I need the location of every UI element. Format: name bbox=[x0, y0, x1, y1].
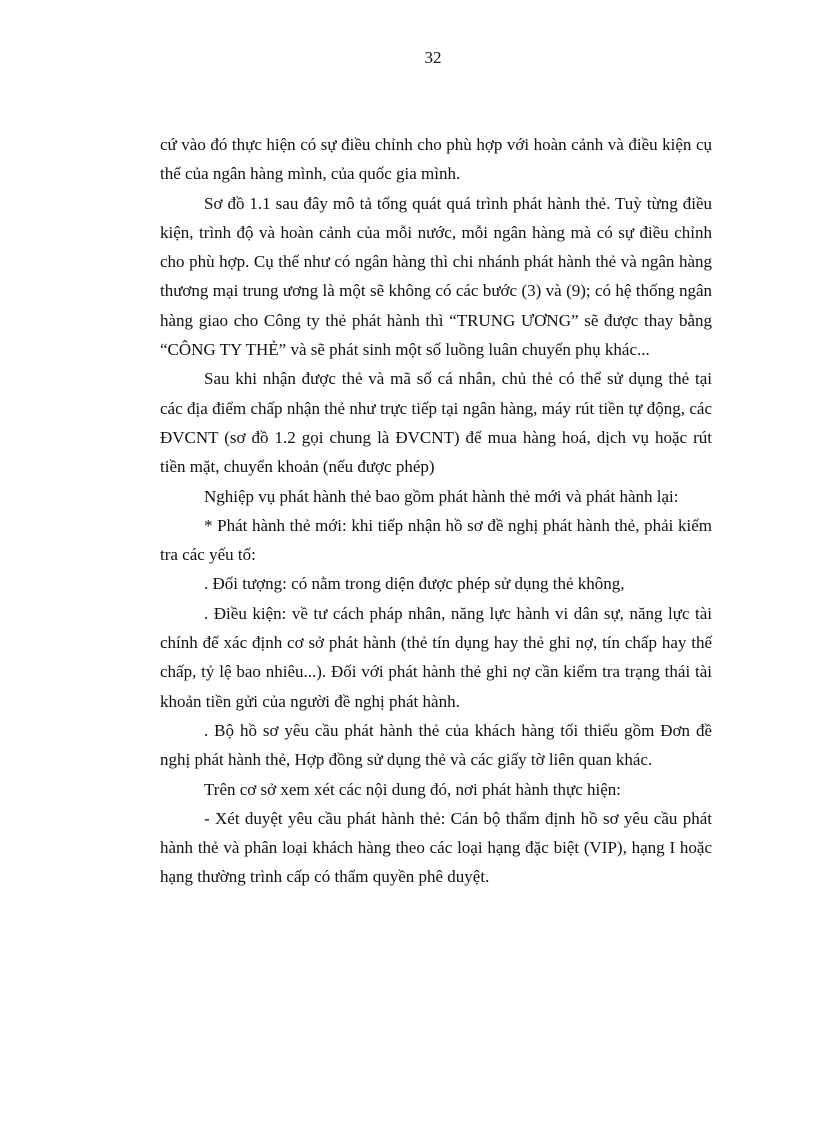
paragraph: Sơ đồ 1.1 sau đây mô tả tổng quát quá trình phát hành thẻ. Tuỳ từng điều kiện, trình độ và hoàn cảnh của mỗi nước, mỗi ngân hàng mà có sự điều chỉnh cho phù hợp. Cụ thể như có ngân hàng thì chi nhánh phát hành thẻ và ngân hàng thương mại trung ương là một sẽ không có các bước (3) và (9); có hệ thống ngân hàng giao cho Công ty thẻ phát hành thì “TRUNG ƯƠNG” sẽ được thay bằng “CÔNG TY THẺ” và sẽ phát sinh một số luồng luân chuyển phụ khác... bbox=[160, 193, 712, 360]
paragraph: - Xét duyệt yêu cầu phát hành thẻ: Cán bộ thẩm định hồ sơ yêu cầu phát hành thẻ và phân loại khách hàng theo các loại hạng đặc biệt (VIP), hạng I hoặc hạng thường trình cấp có thẩm quyền phê duyệt. bbox=[160, 808, 712, 887]
paragraph: . Bộ hồ sơ yêu cầu phát hành thẻ của khách hàng tối thiểu gồm Đơn đề nghị phát hành thẻ, Hợp đồng sử dụng thẻ và các giấy tờ liên quan khác. bbox=[160, 720, 712, 770]
body-text bbox=[160, 130, 712, 892]
paragraph: . Đối tượng: có nằm trong diện được phép sử dụng thẻ không, bbox=[204, 574, 625, 594]
paragraph: . Điều kiện: về tư cách pháp nhân, năng lực hành vi dân sự, năng lực tài chính để xác định cơ sở phát hành (thẻ tín dụng hay thẻ ghi nợ, tín chấp hay thế chấp, tỷ lệ bao nhiêu...). Đối với phát hành thẻ ghi nợ cần kiểm tra trạng thái tài khoản tiền gửi của người đề nghị phát hành. bbox=[160, 603, 712, 711]
paragraph: Sau khi nhận được thẻ và mã số cá nhân, chủ thẻ có thể sử dụng thẻ tại các địa điểm chấp nhận thẻ như trực tiếp tại ngân hàng, máy rút tiền tự động, các ĐVCNT (sơ đồ 1.2 gọi chung là ĐVCNT) để mua hàng hoá, dịch vụ hoặc rút tiền mặt, chuyển khoản (nếu được phép) bbox=[160, 369, 712, 477]
paragraph: cứ vào đó thực hiện có sự điều chỉnh cho phù hợp với hoàn cảnh và điều kiện cụ thể của ngân hàng mình, của quốc gia mình. bbox=[160, 135, 712, 184]
paragraph: Nghiệp vụ phát hành thẻ bao gồm phát hành thẻ mới và phát hành lại: bbox=[204, 486, 679, 506]
paragraph: Trên cơ sở xem xét các nội dung đó, nơi phát hành thực hiện: bbox=[204, 779, 622, 799]
paragraph: * Phát hành thẻ mới: khi tiếp nhận hồ sơ đề nghị phát hành thẻ, phải kiểm tra các yếu tố: bbox=[160, 515, 712, 565]
page-number: 32 bbox=[424, 48, 442, 67]
